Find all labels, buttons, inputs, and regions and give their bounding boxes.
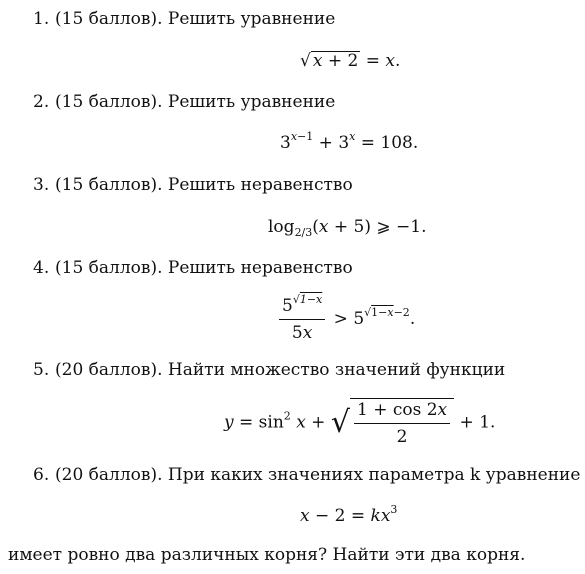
problem-1-statement: [33, 9, 335, 29]
problem-2-statement: [33, 92, 335, 112]
problem-text: (20 баллов). При каких значениях параметра k уравнение: [55, 465, 581, 485]
problem-number: 1.: [33, 9, 50, 29]
problem-number: 4.: [33, 258, 50, 278]
problem-4-statement: [33, 258, 353, 278]
formula-5: $y = \sin^2 x$ + √ $\frac{1 + \cos 2x}{2}$ + 1.: [224, 400, 496, 447]
problem-text: (15 баллов). Решить неравенство: [55, 175, 353, 195]
formula-3: $\log_{2/3}(x + 5)$ ⩾ −1.: [268, 217, 427, 239]
formula-2: $3^{x-1} + 3^x = 108$.: [280, 130, 419, 153]
problem-text: (15 баллов). Решить неравенство: [55, 258, 353, 278]
formula-1: √ x + 2 = x.: [300, 51, 401, 71]
problem-number: 5.: [33, 360, 50, 380]
formula-4: $\frac{5^{√1-x}}{5x}$ > $5^{√1-x-2}$.: [276, 295, 415, 344]
problem-6-statement: [33, 465, 580, 485]
problem-text: (20 баллов). Найти множество значений функции: [55, 360, 506, 380]
problem-number: 2.: [33, 92, 50, 112]
problem-6-continuation: имеет ровно два различных корня? Найти эти два корня.: [8, 545, 526, 565]
formula-6: $x - 2 = kx^3$: [300, 503, 398, 526]
problem-5-statement: [33, 360, 505, 380]
problem-text: (15 баллов). Решить уравнение: [55, 92, 336, 112]
problem-text: (15 баллов). Решить уравнение: [55, 9, 336, 29]
problem-number: 3.: [33, 175, 50, 195]
problem-number: 6.: [33, 465, 50, 485]
problem-3-statement: [33, 175, 353, 195]
